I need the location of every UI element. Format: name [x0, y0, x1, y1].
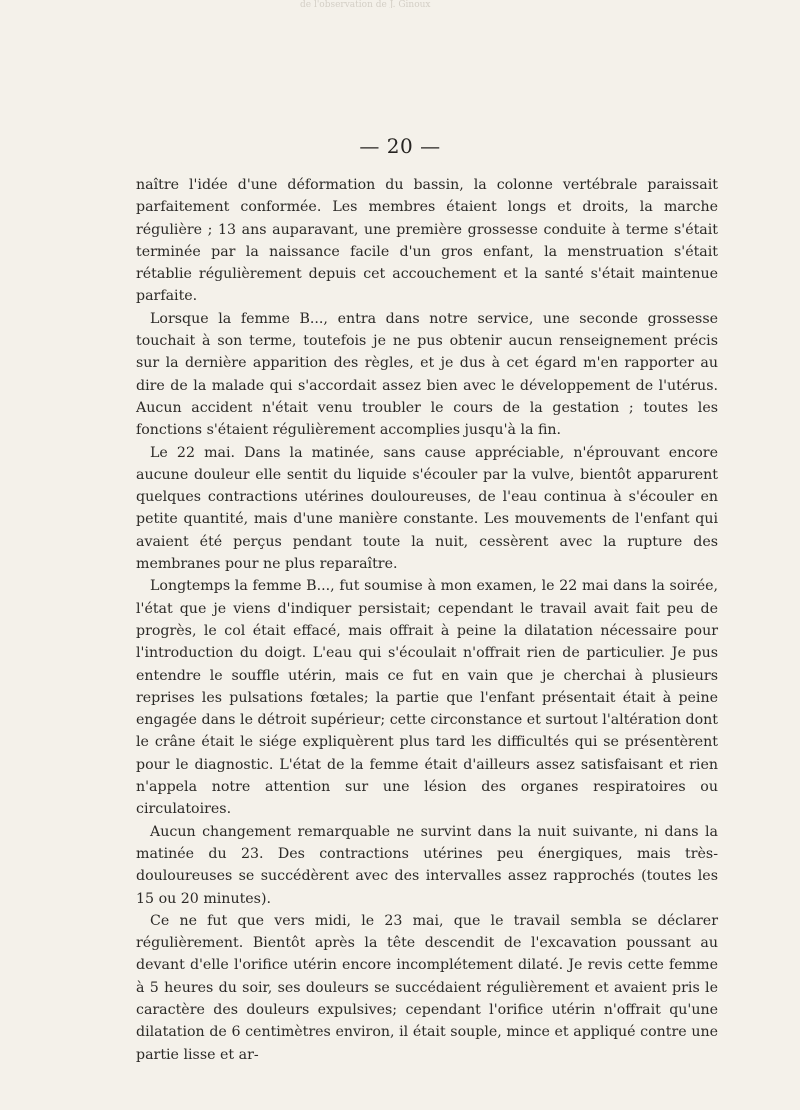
paragraph-1: naître l'idée d'une déformation du bassin, la colonne vertébrale paraissait parfaitement conformée. Les membres étaient longs et droits, la marche régulière ; 13 ans auparavant, une première grossesse conduite à terme s'était terminée par la naissance facile d'un gros enfant, la menstruation s'était rétablie régulièrement depuis cet accouchement et la santé s'était maintenue parfaite. [136, 177, 718, 305]
paragraph-5: Aucun changement remarquable ne survint dans la nuit suivante, ni dans la matinée du 23. Des contractions utérines peu énergiques, mais très-douloureuses se succédèrent avec des intervalles assez rapprochés (toutes les 15 ou 20 minutes). [136, 823, 718, 907]
paragraph-3: Le 22 mai. Dans la matinée, sans cause appréciable, n'éprouvant encore aucune douleur elle sentit du liquide s'écouler par la vulve, bientôt apparurent quelques contractions utérines douloureuses, de l'eau continua à s'écouler en petite quantité, mais d'une manière constante. Les mouvements de l'enfant qui avaient été perçus pendant toute la nuit, cessèrent avec la rupture des membranes pour ne plus reparaître. [136, 444, 718, 573]
paragraph-6: Ce ne fut que vers midi, le 23 mai, que le travail sembla se déclarer régulièrement. Bientôt après la tête descendit de l'excavation poussant au devant d'elle l'orifice utérin encore incomplétement dilaté. Je revis cette femme à 5 heures du soir, ses douleurs se succédaient régulièrement et avaient pris le caractère des douleurs expulsives; cependant l'orifice utérin n'offrait qu'une dilatation de 6 centimètres environ, il était souple, mince et appliqué contre une partie lisse et ar- [136, 912, 718, 1063]
top-bleed-text: de l'observation de J. Ginoux [300, 0, 431, 8]
page-number: — 20 — [359, 134, 441, 158]
paragraph-4: Longtemps la femme B..., fut soumise à mon examen, le 22 mai dans la soirée, l'état que je viens d'indiquer persistait; cependant le travail avait fait peu de progrès, le col était effacé, mais offrait à peine la dilatation nécessaire pour l'introduction du doigt. L'eau qui s'écoulait n'offrait rien de particulier. Je pus entendre le souffle utérin, mais ce fut en vain que je cherchai à plusieurs reprises les pulsations fœtales; la partie que l'enfant présentait était à peine engagée dans le détroit supérieur; cette circonstance et surtout l'altération dont le crâne était le siége expliquèrent plus tard les difficultés qui se présentèrent pour le diagnostic. L'état de la femme était d'ailleurs assez satisfaisant et rien n'appela notre attention sur une lésion des organes respiratoires ou circulatoires. [136, 578, 718, 818]
body-text [136, 174, 718, 1066]
paragraph-2: Lorsque la femme B..., entra dans notre service, une seconde grossesse touchait à son terme, toutefois je ne pus obtenir aucun renseignement précis sur la dernière apparition des règles, et je dus à cet égard m'en rapporter au dire de la malade qui s'accordait assez bien avec le développement de l'utérus. Aucun accident n'était venu troubler le cours de la gestation ; toutes les fonctions s'étaient régulièrement accomplies jusqu'à la fin. [136, 310, 718, 439]
